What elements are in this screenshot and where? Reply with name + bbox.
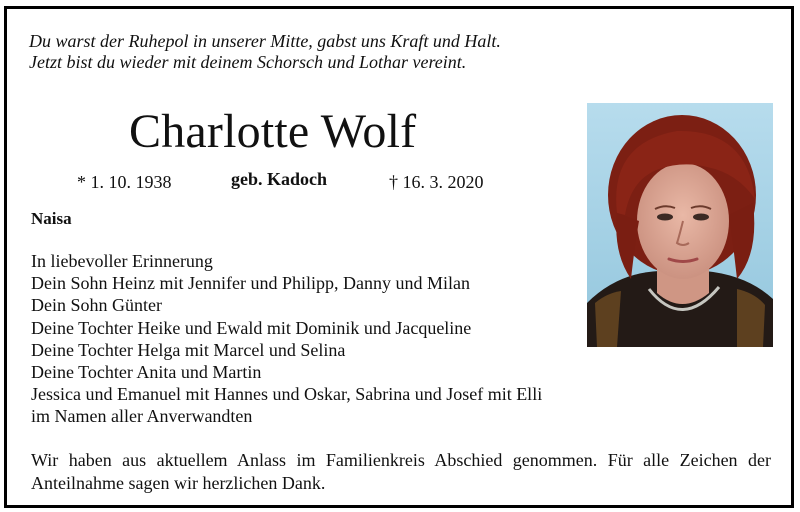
mourners-line: Deine Tochter Anita und Martin (31, 362, 262, 383)
deceased-name: Charlotte Wolf (129, 105, 417, 158)
mourners-line: Dein Sohn Heinz mit Jennifer und Philipp, Danny und Milan (31, 273, 470, 294)
mourners-line: Dein Sohn Günter (31, 295, 162, 316)
portrait-photo (587, 103, 773, 347)
verse (29, 31, 501, 73)
portrait-illustration (587, 103, 773, 347)
mourners-list (31, 250, 542, 428)
mourners-line: In liebevoller Erinnerung (31, 251, 213, 271)
mourners-line: Deine Tochter Heike und Ewald mit Dominik und Jacqueline (31, 317, 472, 338)
mourners-line: im Namen aller Anverwandten (31, 406, 253, 427)
verse-line-2: Jetzt bist du wieder mit deinem Schorsch und Lothar vereint. (29, 52, 467, 72)
closing-text: Wir haben aus aktuellem Anlass im Familienkreis Abschied genommen. Für alle Zeichen der Anteilnahme sagen wir herzlichen Dank. (31, 450, 771, 493)
left-eye (657, 214, 673, 221)
obituary-notice (4, 6, 794, 508)
verse-line-1: Du warst der Ruhepol in unserer Mitte, gabst uns Kraft und Halt. (29, 31, 501, 51)
death-date: † 16. 3. 2020 (389, 172, 484, 192)
maiden-name: geb. Kadoch (231, 169, 328, 189)
place-name: Naisa (31, 209, 72, 228)
birth-date: * 1. 10. 1938 (77, 172, 172, 192)
mourners-line: Deine Tochter Helga mit Marcel und Selina (31, 339, 346, 360)
right-eye (693, 214, 709, 221)
mourners-line: Jessica und Emanuel mit Hannes und Oskar, Sabrina und Josef mit Elli (31, 384, 543, 405)
